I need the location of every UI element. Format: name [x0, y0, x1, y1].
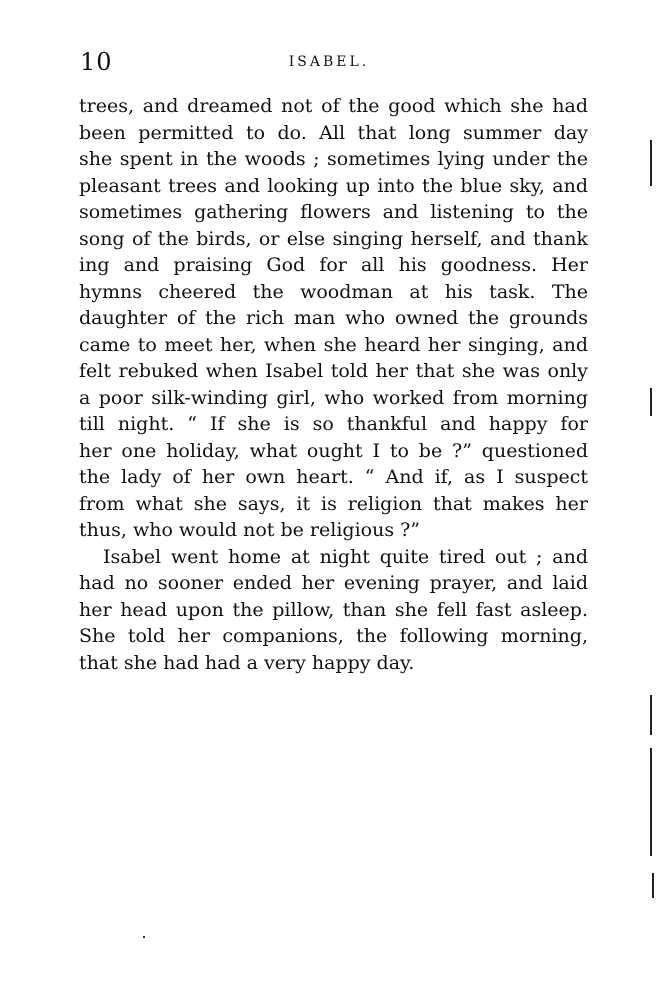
text-line: her head upon the pillow, than she fell fast asleep.: [79, 598, 588, 621]
paragraph-end-line: that she had had a very happy day.: [79, 651, 415, 674]
text-line: came to meet her, when she heard her singing, and: [79, 333, 588, 356]
paragraph-end-line: thus, who would not be religious ?”: [79, 519, 421, 541]
body-text: [79, 93, 588, 676]
scan-edge-mark: [650, 388, 652, 416]
text-line: pleasant trees and looking up into the blue sky, and: [79, 174, 588, 197]
text-line: trees, and dreamed not of the good which she had: [79, 95, 588, 117]
text-line: felt rebuked when Isabel told her that she was only: [79, 360, 588, 382]
text-line: till night. “ If she is so thankful and happy for: [79, 413, 588, 435]
scan-edge-mark: [650, 748, 652, 856]
text-line: daughter of the rich man who owned the grounds: [79, 307, 588, 329]
running-title: ISABEL.: [288, 54, 370, 70]
paragraph-start-line: Isabel went home at night quite tired out ; and: [103, 545, 588, 568]
text-line: song of the birds, or else singing herself, and thank: [79, 227, 588, 250]
text-line: her one holiday, what ought I to be ?” questioned: [79, 439, 588, 462]
scan-edge-mark: [650, 140, 652, 186]
text-line: the lady of her own heart. “ And if, as I suspect: [79, 466, 588, 488]
text-line: had no sooner ended her evening prayer, and laid: [79, 572, 588, 594]
text-line: ing and praising God for all his goodness. Her: [79, 254, 588, 276]
scan-edge-mark: [652, 873, 654, 898]
text-line: from what she says, it is religion that makes her: [79, 492, 588, 515]
text-line: been permitted to do. All that long summer day: [79, 121, 588, 144]
scan-edge-mark: [650, 695, 652, 735]
text-line: sometimes gathering flowers and listening to the: [79, 201, 588, 223]
text-line: hymns cheered the woodman at his task. The: [79, 280, 588, 303]
text-line: She told her companions, the following morning,: [79, 625, 588, 647]
text-line: a poor silk-winding girl, who worked from morning: [79, 386, 588, 409]
scan-speck: [143, 936, 145, 938]
page-number: 10: [80, 48, 113, 76]
text-line: she spent in the woods ; sometimes lying under the: [79, 148, 588, 170]
